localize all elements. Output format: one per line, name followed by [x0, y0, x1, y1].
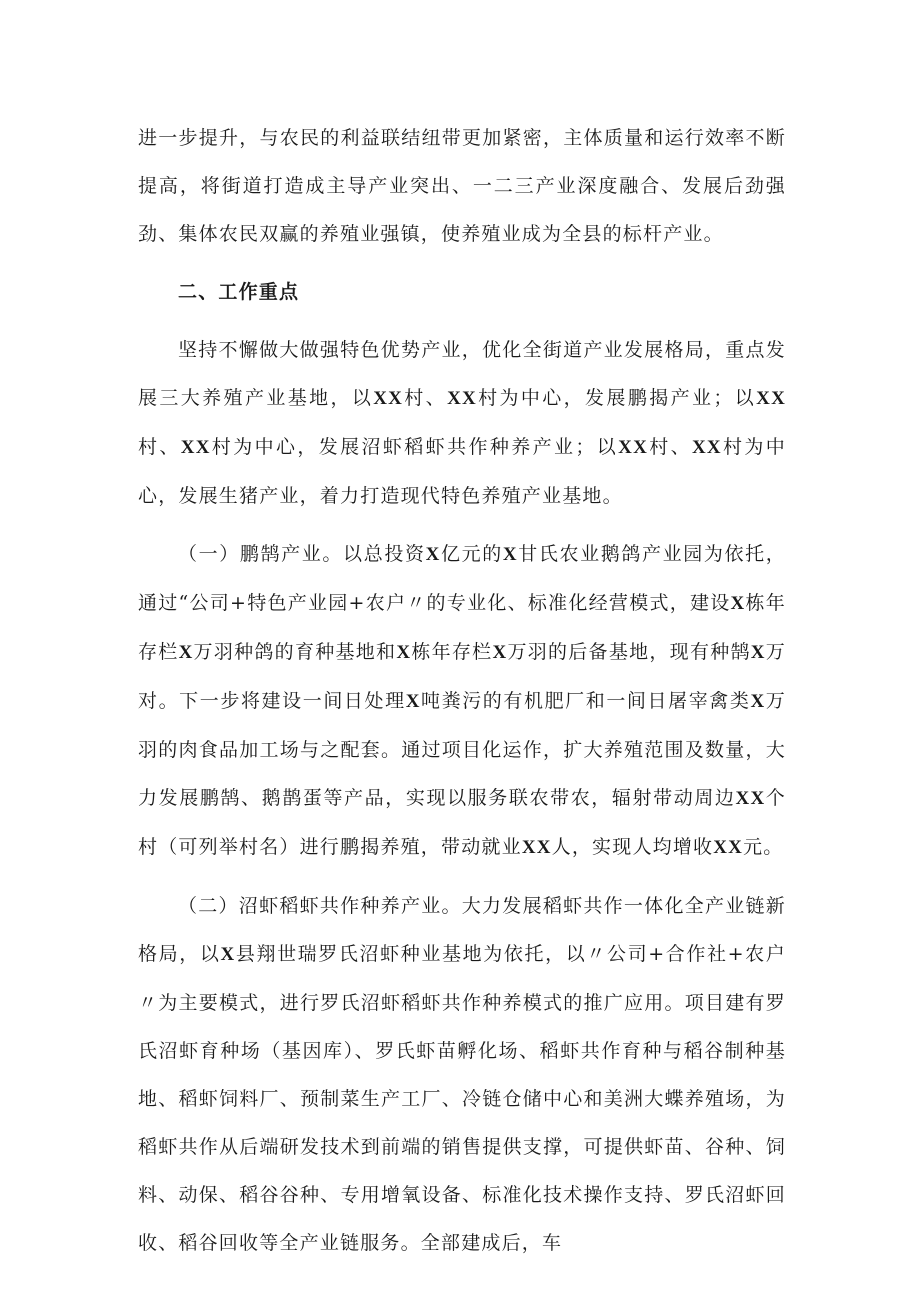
- placeholder-token: X: [405, 691, 421, 712]
- placeholder-token: X: [178, 642, 194, 663]
- placeholder-token: XX: [373, 388, 404, 409]
- paragraph-shrimp-industry: （二）沼虾稻虾共作种养产业。大力发展稻虾共作一体化全产业链新格局，以X县翔世瑞罗氏沼虾种业基地为依托，以〃公司+合作社+农户〃为主要模式，进行罗氏沼虾稻虾共作种养模式的推广应用。项目建有罗氏沼虾育种场（基因库）、罗氏虾苗孵化场、稻虾共作育种与稻谷制种基地、稻虾饲料厂、预制菜生产工厂、冷链仓储中心和美洲大蝶养殖场，为稻虾共作从后端研发技术到前端的销售提供支撑，可提供虾苗、谷种、饲料、动保、稻谷谷种、专用增氧设备、标准化技术操作支持、罗氏沼虾回收、稻谷回收等全产业链服务。全部建成后，车: [138, 895, 786, 1254]
- placeholder-token: XX: [756, 388, 786, 409]
- placeholder-token: XX: [618, 437, 649, 458]
- placeholder-token: XX: [735, 788, 766, 809]
- placeholder-token: XX: [713, 837, 744, 858]
- section-heading: 二、工作重点: [178, 281, 300, 303]
- paragraph-pigeon-industry: （一）鹏鹄产业。以总投资X亿元的X甘氏农业鹅鸽产业园为依托，通过“公司+特色产业园+农户〃的专业化、标准化经营模式，建设X栋年存栏X万羽种鸽的育种基地和X栋年存栏X万羽的后备基地，现有种鹄X万对。下一步将建设一间日处理X吨粪污的有机肥厂和一间日屠宰禽类X万羽的肉食品加工场与之配套。通过项目化运作，扩大养殖范围及数量，大力发展鹏鹄、鹅鹊蛋等产品，实现以服务联农带农，辐射带动周边XX个村（可列举村名）进行鹏揭养殖，带动就业XX人，实现人均增收XX元。: [138, 543, 787, 858]
- placeholder-token: X: [396, 642, 412, 663]
- placeholder-token: X: [750, 642, 766, 663]
- placeholder-token: X: [502, 544, 518, 565]
- placeholder-token: X: [730, 593, 746, 614]
- placeholder-token: X: [425, 544, 441, 565]
- paragraph-work-focus: 坚持不懈做大做强特色优势产业，优化全街道产业发展格局，重点发展三大养殖产业基地，以XX村、XX村为中心，发展鹏揭产业；以XX村、XX村为中心，发展沼虾稻虾共作种养产业；以XX村、XX村为中心，发展生猪产业，着力打造现代特色养殖产业基地。: [138, 339, 786, 507]
- placeholder-token: X: [750, 691, 766, 712]
- document-body: [138, 114, 786, 1277]
- placeholder-token: XX: [180, 437, 211, 458]
- placeholder-token: X: [220, 944, 236, 965]
- placeholder-token: X: [492, 642, 508, 663]
- placeholder-token: XX: [691, 437, 722, 458]
- placeholder-token: XX: [447, 388, 477, 409]
- placeholder-token: XX: [521, 837, 552, 858]
- paragraph-continuation: 进一步提升，与农民的利益联结纽带更加紧密，主体质量和运行效率不断提高，将街道打造成主导产业突出、一二三产业深度融合、发展后劲强劲、集体农民双赢的养殖业强镇，使养殖业成为全县的标杆产业。: [138, 127, 786, 245]
